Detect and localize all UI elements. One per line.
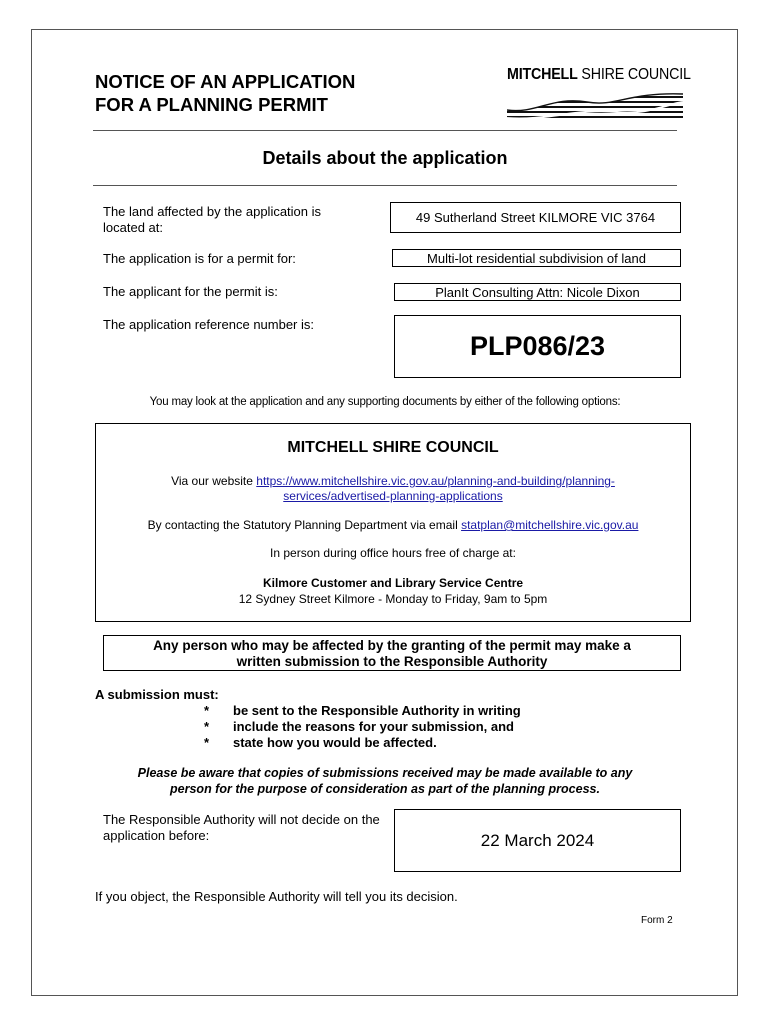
decision-label: The Responsible Authority will not decide on the application before: xyxy=(103,812,380,843)
header-divider xyxy=(93,130,677,131)
privacy-warning xyxy=(0,765,770,797)
requirement-text: state how you would be affected. xyxy=(233,735,437,750)
options-intro: You may look at the application and any supporting documents by either of the following options: xyxy=(149,396,621,408)
submission-must-heading: A submission must: xyxy=(95,687,219,702)
centre-address: 12 Sydney Street Kilmore - Monday to Friday, 9am to 5pm xyxy=(238,592,548,606)
decision-date: 22 March 2024 xyxy=(394,809,681,872)
warning-line-1: Please be aware that copies of submissions received may be made available to any xyxy=(137,766,633,780)
bullet-marker: * xyxy=(204,703,210,718)
list-item xyxy=(204,735,521,751)
land-value: 49 Sutherland Street KILMORE VIC 3764 xyxy=(390,202,681,233)
reference-label: The application reference number is: xyxy=(103,317,315,332)
requirement-text: be sent to the Responsible Authority in writing xyxy=(233,703,521,718)
website-prefix: Via our website xyxy=(171,474,257,488)
list-item xyxy=(204,719,521,735)
bullet-marker: * xyxy=(204,719,210,734)
website-link[interactable]: https://www.mitchellshire.vic.gov.au/planning-and-building/planning- xyxy=(256,474,615,488)
applicant-value: PlanIt Consulting Attn: Nicole Dixon xyxy=(394,283,681,301)
title-line-2: FOR A PLANNING PERMIT xyxy=(95,94,328,115)
website-link-continued[interactable]: services/advertised-planning-applications xyxy=(283,489,503,503)
email-prefix: By contacting the Statutory Planning Department via email xyxy=(147,518,462,532)
warning-line-2: person for the purpose of consideration as part of the planning process. xyxy=(170,782,600,796)
bullet-marker: * xyxy=(204,735,210,750)
title-line-1: NOTICE OF AN APPLICATION xyxy=(95,71,356,92)
form-number: Form 2 xyxy=(641,915,673,926)
notice-line-1: Any person who may be affected by the granting of the permit may make a xyxy=(153,638,631,653)
requirement-text: include the reasons for your submission, and xyxy=(233,719,514,734)
list-item xyxy=(204,703,521,719)
permit-label: The application is for a permit for: xyxy=(103,251,296,266)
email-line xyxy=(96,517,690,533)
applicant-label: The applicant for the permit is: xyxy=(103,284,278,299)
logo-text-bold: MITCHELL xyxy=(507,66,578,83)
in-person-line: In person during office hours free of charge at: xyxy=(270,546,516,560)
submission-requirements xyxy=(204,703,521,751)
submission-notice xyxy=(103,635,681,671)
details-divider xyxy=(93,185,677,186)
logo-waves-icon xyxy=(507,88,685,122)
council-name: MITCHELL SHIRE COUNCIL xyxy=(287,439,499,456)
website-line-2 xyxy=(96,488,690,504)
objection-note: If you object, the Responsible Authority will tell you its decision. xyxy=(95,889,458,904)
website-line xyxy=(96,473,690,489)
details-heading: Details about the application xyxy=(262,148,508,168)
logo-text-rest: SHIRE COUNCIL xyxy=(577,66,691,83)
council-logo xyxy=(507,66,691,124)
logo-text xyxy=(507,66,691,84)
email-link[interactable]: statplan@mitchellshire.vic.gov.au xyxy=(461,518,639,532)
centre-name: Kilmore Customer and Library Service Centre xyxy=(262,576,524,590)
page-title xyxy=(95,70,355,116)
council-contact-box xyxy=(95,423,691,622)
reference-number: PLP086/23 xyxy=(394,315,681,378)
notice-line-2: written submission to the Responsible Authority xyxy=(236,654,548,669)
land-label: The land affected by the application is located at: xyxy=(103,204,322,235)
permit-value: Multi-lot residential subdivision of land xyxy=(392,249,681,267)
